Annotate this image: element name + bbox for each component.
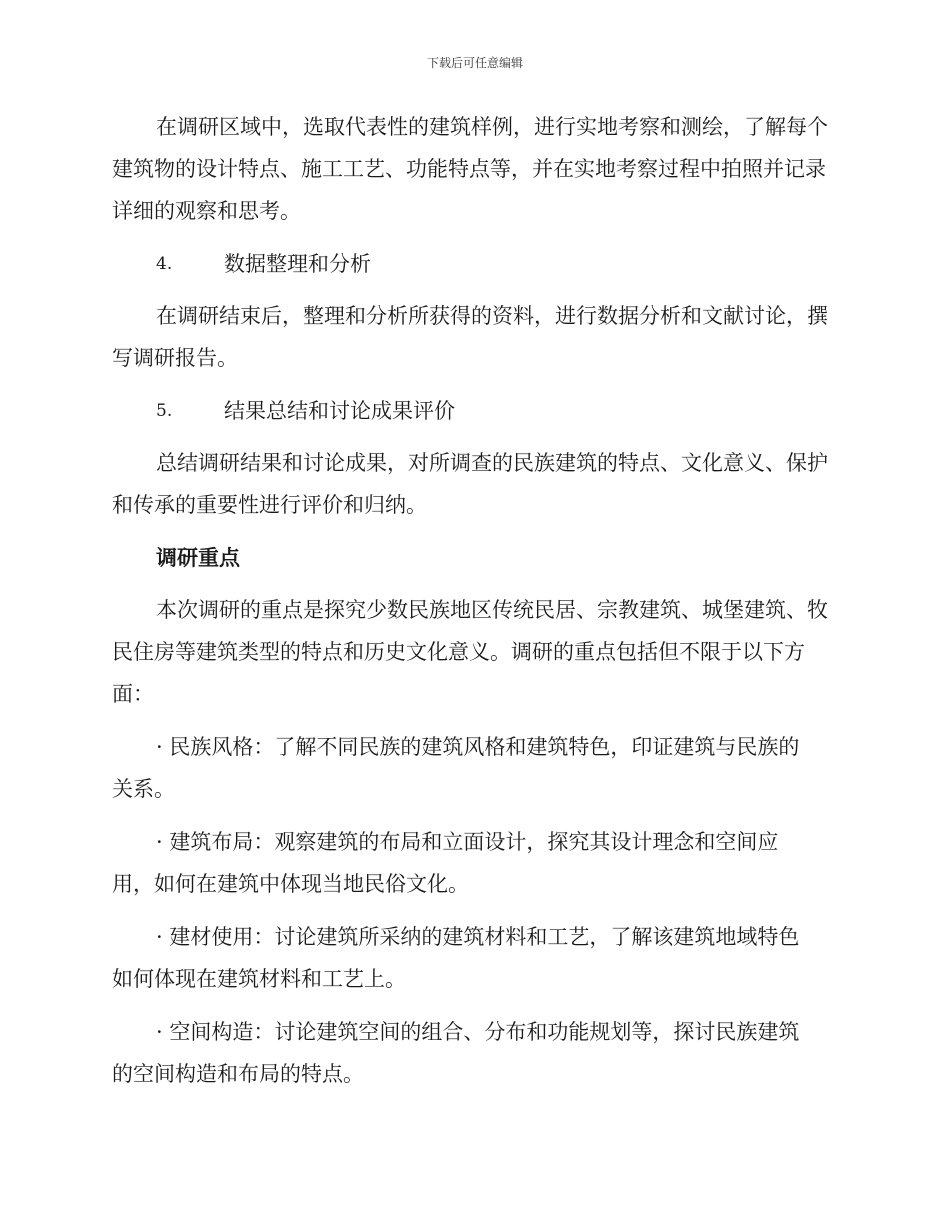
bullet-line: · 空间构造：讨论建筑空间的组合、分布和功能规划等，探讨民族建筑 bbox=[156, 1020, 800, 1044]
section-heading-focus: 调研重点 bbox=[156, 546, 240, 570]
bullet-line: 用，如何在建筑中体现当地民俗文化。 bbox=[112, 872, 469, 896]
page-header: 下载后可任意编辑 bbox=[426, 56, 523, 70]
item-title: 结果总结和讨论成果评价 bbox=[224, 399, 455, 423]
paragraph-data-analysis: 在调研结束后，整理和分析所获得的资料，进行数据分析和文献讨论，撰写调研报告。 bbox=[112, 304, 828, 370]
paragraph-field-survey: 在调研区域中，选取代表性的建筑样例，进行实地考察和测绘，了解每个建筑物的设计特点、施工工艺、功能特点等，并在实地考察过程中拍照并记录详细的观察和思考。 bbox=[112, 115, 828, 223]
bullet-ethnic-style bbox=[112, 726, 838, 810]
item-number: 5. bbox=[156, 401, 173, 421]
document-body bbox=[112, 106, 838, 1106]
bullet-line: 关系。 bbox=[112, 777, 175, 801]
bullet-line: · 建筑布局：观察建筑的布局和立面设计，探究其设计理念和空间应 bbox=[156, 830, 779, 854]
numbered-item-4 bbox=[112, 243, 838, 285]
item-number: 4. bbox=[156, 254, 173, 274]
bullet-space bbox=[112, 1011, 838, 1095]
bullet-layout bbox=[112, 821, 838, 905]
item-title: 数据整理和分析 bbox=[224, 252, 371, 276]
paragraph-summary: 总结调研结果和讨论成果，对所调查的民族建筑的特点、文化意义、保护和传承的重要性进行评价和归纳。 bbox=[112, 451, 828, 517]
numbered-item-5 bbox=[112, 390, 838, 432]
bullet-line: 的空间构造和布局的特点。 bbox=[112, 1062, 364, 1086]
bullet-line: 如何体现在建筑材料和工艺上。 bbox=[112, 967, 406, 991]
paragraph-focus-intro: 本次调研的重点是探究少数民族地区传统民居、宗教建筑、城堡建筑、牧民住房等建筑类型的特点和历史文化意义。调研的重点包括但不限于以下方面： bbox=[112, 598, 828, 706]
bullet-materials bbox=[112, 916, 838, 1000]
bullet-line: · 民族风格：了解不同民族的建筑风格和建筑特色，印证建筑与民族的 bbox=[156, 735, 800, 759]
bullet-line: · 建材使用：讨论建筑所采纳的建筑材料和工艺，了解该建筑地域特色 bbox=[156, 925, 800, 949]
